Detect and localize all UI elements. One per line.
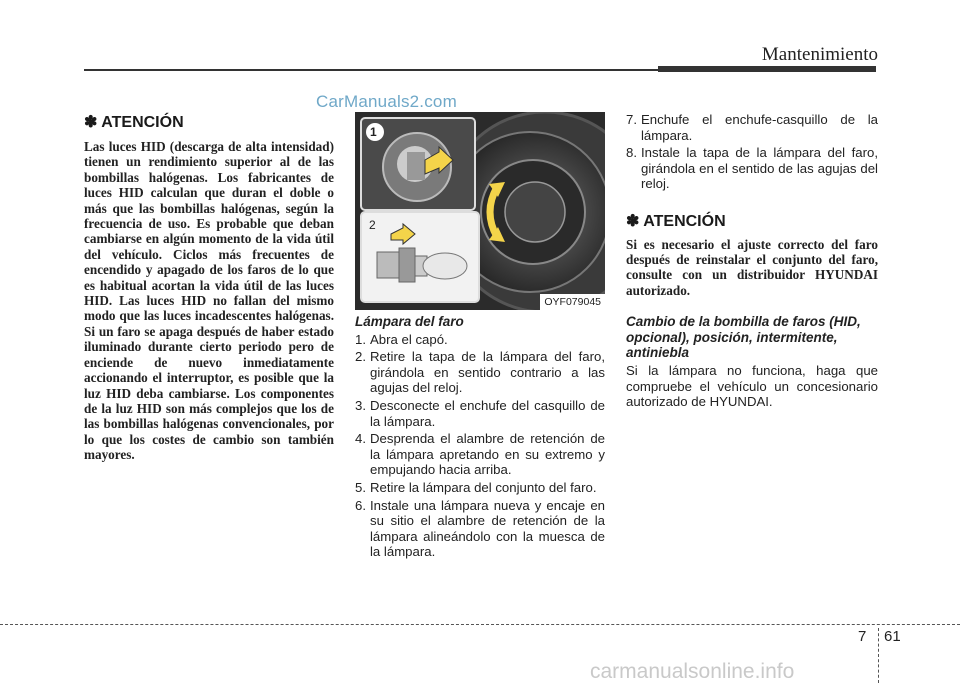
step-item: 5. Retire la lámpara del conjunto del faro.: [355, 479, 597, 495]
page-number: 61: [884, 628, 901, 645]
callout-1-label: 1: [370, 125, 377, 139]
right-column: [626, 112, 878, 410]
footer-rule: [0, 624, 960, 625]
headlamp-illustration: [355, 112, 605, 310]
section-subheading: Lámpara del faro: [355, 314, 464, 329]
callout-2-label: 2: [369, 218, 376, 232]
steps-list: [355, 332, 605, 560]
watermark-bottom: carmanualsonline.info: [590, 660, 795, 683]
header-rule: [84, 69, 658, 71]
headlamp-figure: [355, 112, 605, 310]
attention-block-hid: [84, 112, 334, 463]
watermark-top: CarManuals2.com: [316, 92, 457, 111]
attention-body: Si es necesario el ajuste correcto del faro después de reinstalar el conjunto del faro, consulte con un distribuidor HYUNDAI autorizado.: [626, 236, 878, 298]
section-subheading: Cambio de la bombilla de faros (HID, opcional), posición, intermitente, antiniebla: [626, 314, 861, 361]
step-item: 8. Instale la tapa de la lámpara del faro, girándola en el sentido de las agujas del reloj.: [626, 145, 878, 192]
attention-heading: ✽ ATENCIÓN: [84, 114, 184, 131]
steps-list-continued: [626, 112, 878, 192]
step-item: 1. Abra el capó.: [355, 331, 448, 347]
page-number-divider: [878, 628, 879, 683]
step-item: 4. Desprenda el alambre de retención de la lámpara apretando en su extremo y empujando hacia arriba.: [355, 431, 605, 478]
attention-heading: ✽ ATENCIÓN: [626, 212, 726, 230]
headlamp-steps-block: [355, 314, 605, 562]
section-body: Si la lámpara no funciona, haga que compruebe el vehículo un concesionario autorizado de HYUNDAI.: [626, 362, 878, 410]
attention-body: Las luces HID (descarga de alta intensidad) tienen un rendimiento superior al de las bombillas halógenas. Los fabricantes de luces HID calculan que duran el doble o más que las bombillas halógenas, según la frecuencia de uso. Es probable que deban cambiarse en algún momento de la vida útil del vehículo. Ciclos más frecuentes de encendido y apagado de los faros de lo que es habitual acortan la vida útil de las luces HID. Las luces HID no fallan del mismo modo que las luces incadescentes halógenas. Si un faro se apaga después de haber estado iluminado durante cierto periodo pero de enciende de nuevo inmediatamente accionando el interruptor, es posible que la luz HID deba cambiarse. Los componentes de la luz HID son más complejos que los de las bombillas halógenas convencionales, por lo que los costes de cambio son también mayores.: [84, 139, 334, 463]
page-header-title: Mantenimiento: [761, 44, 878, 65]
step-item: 2. Retire la tapa de la lámpara del faro, girándola en sentido contrario a las agujas del reloj.: [355, 349, 605, 396]
chapter-number: 7: [858, 628, 867, 645]
step-item: 6. Instale una lámpara nueva y encaje en su sitio el alambre de retención de la lámpara alineándolo con la muesca de la lámpara.: [355, 497, 605, 560]
header-rule-accent: [658, 66, 876, 72]
figure-code: OYF079045: [540, 294, 605, 310]
step-item: 3. Desconecte el enchufe del casquillo de la lámpara.: [355, 397, 605, 429]
step-item: 7. Enchufe el enchufe-casquillo de la lámpara.: [626, 112, 878, 143]
